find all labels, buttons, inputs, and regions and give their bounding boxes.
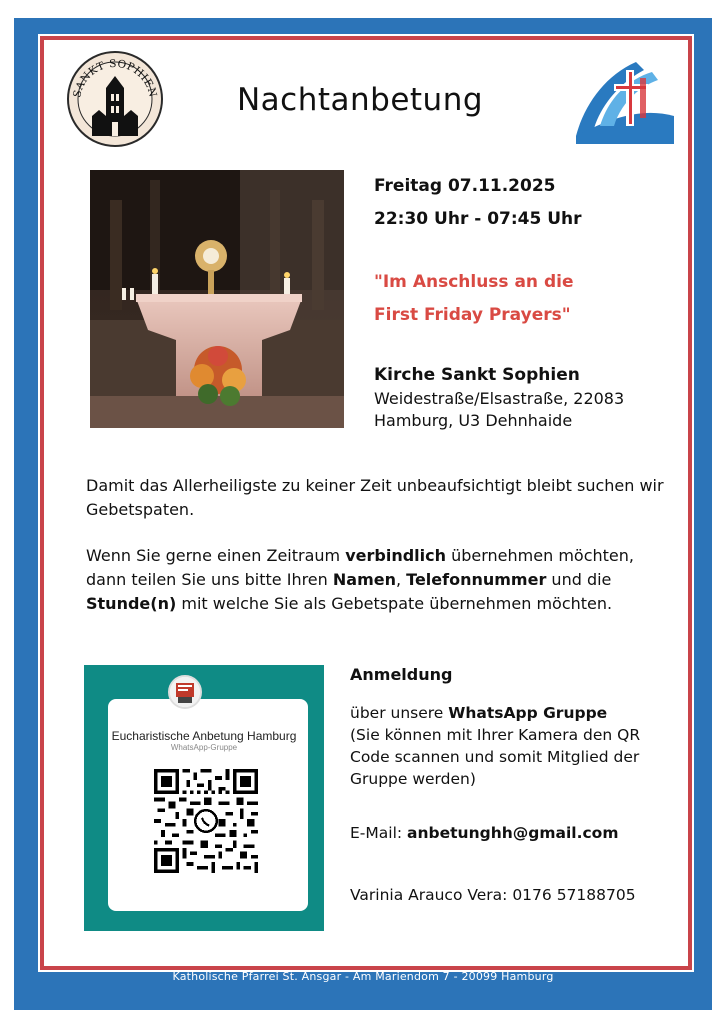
request-text: mit welche Sie als Gebetspate übernehmen möchten. — [176, 594, 613, 613]
event-date: Freitag 07.11.2025 — [374, 176, 556, 196]
event-info — [374, 170, 694, 236]
request-text: Wenn Sie gerne einen Zeitraum — [86, 546, 346, 565]
registration-section — [350, 664, 680, 904]
church-address-line-2: Hamburg, U3 Dehnhaide — [374, 411, 573, 430]
page-title: Nachtanbetung — [236, 82, 484, 118]
church-location — [374, 362, 704, 432]
whatsapp-text: über unsere — [350, 704, 449, 722]
whatsapp-group-name: Eucharistische Anbetung Hamburg — [111, 729, 297, 743]
request-emphasis-name: Namen — [332, 570, 396, 589]
request-emphasis-hours: Stunde(n) — [86, 594, 177, 613]
request-text: und die — [546, 570, 612, 589]
qr-code[interactable] — [154, 769, 258, 873]
email-label: E-Mail: — [350, 824, 408, 842]
whatsapp-instructions — [350, 702, 670, 790]
whatsapp-group-subtitle: WhatsApp-Gruppe — [170, 743, 238, 752]
footer-address: Katholische Pfarrei St. Ansgar - Am Mariendom 7 - 20099 Hamburg — [172, 970, 554, 983]
church-address-line-1: Weidestraße/Elsastraße, 22083 — [374, 389, 625, 408]
whatsapp-group-label: WhatsApp Gruppe — [448, 704, 608, 722]
intro-paragraph: Damit das Allerheiligste zu keiner Zeit unbeaufsichtigt bleibt suchen wir Gebetspaten. — [86, 476, 664, 519]
quote-line-1: "Im Anschluss an die — [374, 272, 574, 292]
sankt-sophien-logo — [66, 50, 164, 148]
email-address-link[interactable]: anbetunghh@gmail.com — [407, 824, 619, 842]
group-avatar-icon — [168, 675, 202, 709]
whatsapp-scan-hint: (Sie können mit Ihrer Kamera den QR Code scannen und somit Mitglied der Gruppe werden) — [350, 726, 641, 788]
church-name: Kirche Sankt Sophien — [374, 365, 580, 385]
request-text: übernehmen möchten, dann teilen Sie uns bitte Ihren — [86, 546, 634, 589]
event-time: 22:30 Uhr - 07:45 Uhr — [374, 209, 582, 229]
diocese-logo — [574, 56, 674, 144]
event-quote — [374, 266, 694, 332]
svg-text:SANKT SOPHIEN: SANKT SOPHIEN — [71, 57, 159, 99]
request-text: , — [395, 570, 407, 589]
quote-line-2: First Friday Prayers" — [374, 305, 571, 325]
contact-phone: Varinia Arauco Vera: 0176 57188705 — [350, 886, 636, 904]
request-emphasis-phone: Telefonnummer — [406, 570, 547, 589]
request-paragraph — [86, 544, 666, 616]
request-emphasis-binding: verbindlich — [345, 546, 447, 565]
email-line — [350, 822, 670, 844]
altar-photo — [90, 170, 344, 428]
whatsapp-qr-card — [84, 665, 324, 931]
registration-heading: Anmeldung — [350, 665, 453, 684]
